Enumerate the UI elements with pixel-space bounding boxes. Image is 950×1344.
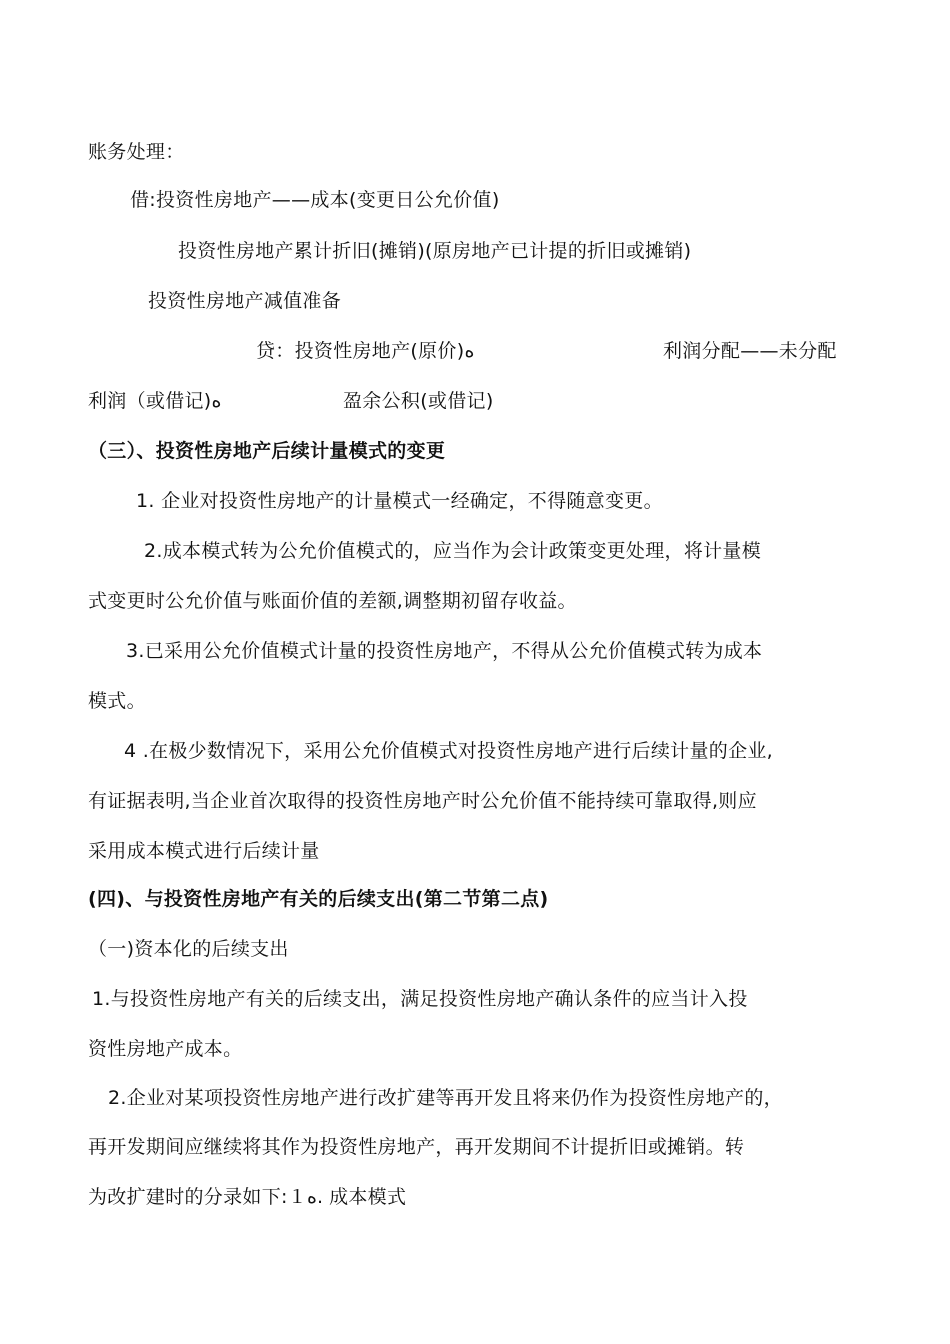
paragraph-4-line-3: 采用成本模式进行后续计量: [88, 840, 320, 862]
paragraph-2-line-2: 式变更时公允价值与账面价值的差额,调整期初留存收益。: [88, 590, 577, 612]
paragraph-3-line-2: 模式。: [88, 690, 146, 712]
capitalized-item-1-line-2: 资性房地产成本。: [88, 1038, 243, 1060]
line-accumulated-depreciation: 投资性房地产累计折旧(摊销)(原房地产已计提的折旧或摊销): [178, 240, 692, 262]
capitalized-item-2-line-2: 再开发期间应继续将其作为投资性房地产，再开发期间不计提折旧或摊销。转: [88, 1136, 745, 1158]
paragraph-2-line-1: 2.成本模式转为公允价值模式的，应当作为会计政策变更处理，将计量模: [144, 540, 762, 562]
capitalized-item-2-line-1: 2.企业对某项投资性房地产进行改扩建等再开发且将来仍作为投资性房地产的，: [108, 1087, 783, 1109]
line-debit-cost: 借:投资性房地产——成本(变更日公允价值): [130, 189, 500, 211]
line-profit-or-debit: 利润（或借记)ه: [88, 390, 222, 412]
line-impairment-reserve: 投资性房地产减值准备: [148, 290, 342, 312]
capitalized-item-1-line-1: 1.与投资性房地产有关的后续支出，满足投资性房地产确认条件的应当计入投: [92, 988, 748, 1010]
paragraph-4-line-1: 4 .在极少数情况下，采用公允价值模式对投资性房地产进行后续计量的企业,: [124, 740, 774, 762]
section-heading-3: （三）、投资性房地产后续计量模式的变更: [88, 440, 446, 462]
paragraph-3-line-1: 3.已采用公允价值模式计量的投资性房地产，不得从公允价值模式转为成本: [126, 640, 763, 662]
line-surplus-reserve: 盈余公积(或借记): [343, 390, 494, 412]
paragraph-4-line-2: 有证据表明,当企业首次取得的投资性房地产时公允价值不能持续可靠取得,则应: [88, 790, 757, 812]
line-credit-original-price: 贷：投资性房地产(原价)ه: [256, 340, 475, 362]
subheading-capitalized: （一)资本化的后续支出: [88, 938, 289, 960]
capitalized-item-2-line-3: 为改扩建时的分录如下:１ه. 成本模式: [88, 1186, 407, 1208]
section-heading-4: (四)、与投资性房地产有关的后续支出(第二节第二点): [88, 888, 549, 910]
line-account-processing: 账务处理：: [88, 141, 185, 163]
line-profit-distribution: 利润分配——未分配: [663, 340, 837, 362]
paragraph-1: 1. 企业对投资性房地产的计量模式一经确定，不得随意变更。: [136, 490, 663, 512]
